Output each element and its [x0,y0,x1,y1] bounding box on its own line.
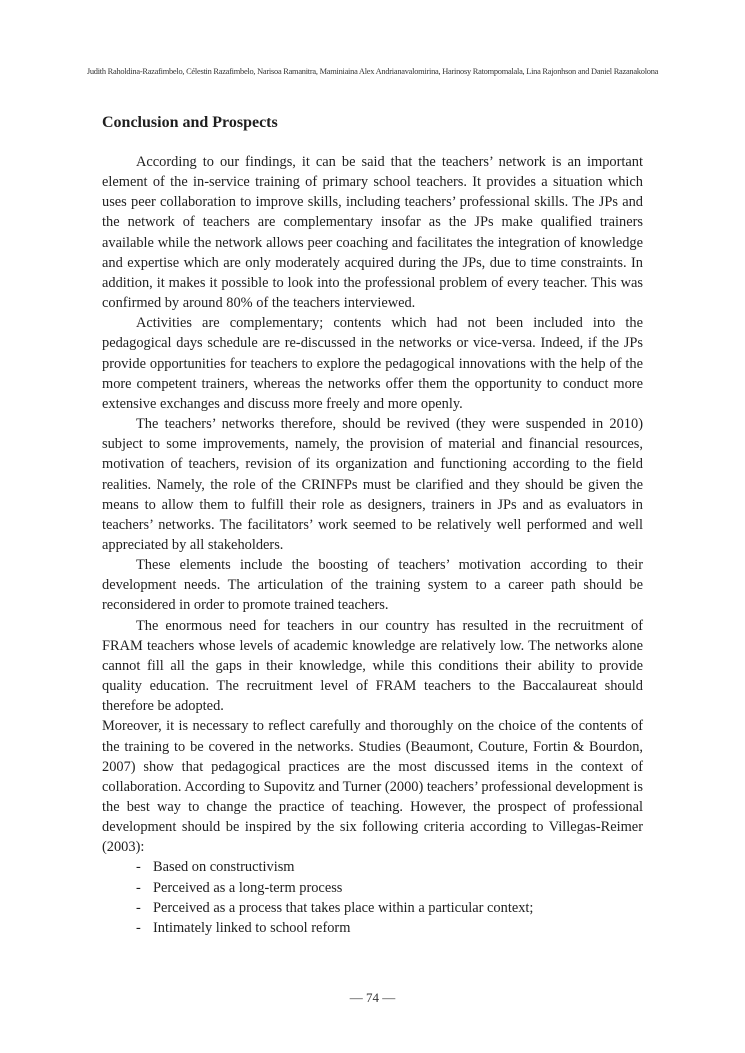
paragraph-2: Activities are complementary; contents which had not been included into the pedagogical days schedule are re-discussed in the networks or vice-versa. Indeed, if the JPs provide opportunities for teachers to explore the pedagogical innovations with the help of the more competent trainers, whereas the networks offer them the opportunity to conduct more extensive exchanges and discuss more freely and more openly. [102,315,643,412]
paragraph-4: These elements include the boosting of teachers’ motivation according to their development needs. The articulation of the training system to a career path should be reconsidered in order to promote trained teachers. [102,557,643,614]
paragraph-1: According to our findings, it can be said that the teachers’ network is an important element of the in-service training of primary school teachers. It provides a situation which uses peer collaboration to improve skills, including teachers’ professional skills. The JPs and the network of teachers are complementary insofar as the JPs make qualified trainers available while the network allows peer coaching and facilitates the integration of knowledge and expertise which are only moderately acquired during the JPs, due to time constraints. In addition, it makes it possible to look into the professional problem of every teacher. This was confirmed by around 80% of the teachers interviewed. [102,154,643,312]
list-item: - Perceived as a long-term process [136,878,643,898]
paragraph-5: The enormous need for teachers in our country has resulted in the recruitment of FRAM teachers whose levels of academic knowledge are relatively low. The networks alone cannot fill all the gaps in their knowledge, while this conditions their ability to provide quality education. The recruitment level of FRAM teachers to the Baccalaureat should therefore be adopted. [102,617,643,715]
page-number: ― 74 ― [349,990,396,1005]
criteria-list [102,857,643,938]
list-item: - Perceived as a process that takes place within a particular context; [136,898,643,918]
running-header-authors: Judith Raholdina-Razafimbelo, Célestin Razafimbelo, Narisoa Ramanitra, Maminiaina Alex Andrianavalomirina, Harinosy Ratompomalala, Lina Rajonhson and Daniel Razanakolona [86,67,659,76]
paragraph-3: The teachers’ networks therefore, should be revived (they were suspended in 2010) subject to some improvements, namely, the provision of material and financial resources, motivation of teachers, revision of its organization and functioning according to the field realities. Namely, the role of the CRINFPs must be clarified and they should be given the means to allow them to fulfill their role as designers, trainers in JPs and as evaluators in teachers’ networks. The facilitators’ work seemed to be relatively well performed and well appreciated by all stakeholders. [102,416,643,553]
section-title: Conclusion and Prospects [102,114,278,131]
list-item: - Based on constructivism [136,857,643,877]
main-content [102,112,643,938]
list-item: - Intimately linked to school reform [136,918,643,938]
paragraph-6: Moreover, it is necessary to reflect carefully and thoroughly on the choice of the contents of the training to be covered in the networks. Studies (Beaumont, Couture, Fortin & Bourdon, 2007) show that pedagogical practices are the most discussed items in the context of collaboration. According to Supovitz and Turner (2000) teachers’ professional development is the best way to change the practice of teaching. However, the prospect of professional development should be inspired by the six following criteria according to Villegas-Reimer (2003): [102,718,643,856]
